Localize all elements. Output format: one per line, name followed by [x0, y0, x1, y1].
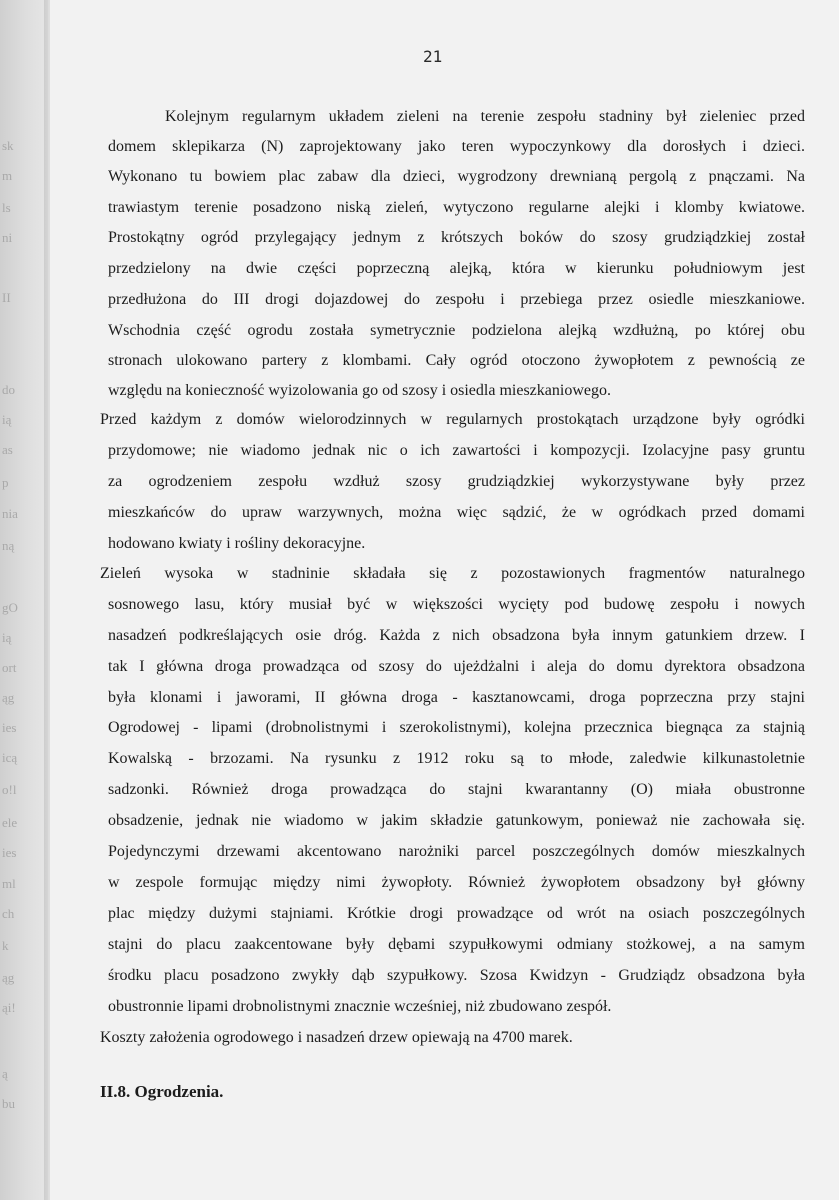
bleed-text: sk: [2, 138, 14, 153]
text-line: nasadzeń podkreślających osie dróg. Każda z nich obsadzona była innym gatunkiem drzew. I: [108, 627, 805, 644]
bleed-text: ni: [2, 230, 13, 245]
text-line: trawiastym terenie posadzono niską zieleń, wytyczono regularne alejki i klomby kwiatowe.: [108, 199, 805, 216]
text-line: Zieleń wysoka w stadninie składała się z pozostawionych fragmentów naturalnego: [100, 565, 805, 582]
bleed-text: k: [2, 938, 9, 953]
bleed-text: ies: [2, 720, 17, 735]
bleed-text: icą: [2, 750, 18, 765]
text-line: Prostokątny ogród przylegający jednym z krótszych boków do szosy grudziądzkiej został: [108, 229, 805, 246]
bleed-text: bu: [2, 1096, 15, 1111]
text-line: przydomowe; nie wiadomo jednak nic o ich zawartości i kompozycji. Izolacyjne pasy gruntu: [108, 442, 805, 459]
text-line: stronach ulokowano partery z klombami. Cały ogród otoczono żywopłotem z pewnością ze: [108, 352, 805, 369]
text-line: Kolejnym regularnym układem zieleni na terenie zespołu stadniny był zieleniec przed: [165, 108, 805, 125]
bleed-text: nia: [2, 506, 18, 521]
bleed-text: gO: [2, 600, 18, 615]
bleed-text: ą: [2, 1066, 8, 1081]
bleed-text: ną: [2, 538, 15, 553]
bleed-text: ies: [2, 845, 17, 860]
bleed-text: ele: [2, 815, 18, 830]
text-line: obsadzenie, jednak nie wiadomo w jakim składzie gatunkowym, ponieważ nie zachowała się.: [108, 812, 805, 829]
bleed-text: m: [2, 168, 13, 183]
text-line: tak I główna droga prowadząca od szosy do ujeżdżalni i aleja do domu dyrektora obsadzona: [108, 658, 805, 675]
text-line: obustronnie lipami drobnolistnymi znacznie wcześniej, niż zbudowano zespół.: [108, 998, 612, 1015]
text-line: Wschodnia część ogrodu została symetrycznie podzielona alejką wzdłużną, po której obu: [108, 322, 805, 339]
text-line: domem sklepikarza (N) zaprojektowany jako teren wypoczynkowy dla dorosłych i dzieci.: [108, 138, 805, 155]
text-line: przedłużona do III drogi dojazdowej do zespołu i przebiega przez osiedle mieszkaniowe.: [108, 291, 805, 308]
document-page: [50, 0, 839, 1200]
text-line: była klonami i jaworami, II główna droga - kasztanowcami, droga poprzeczna przy stajni: [108, 689, 805, 706]
text-line: Wykonano tu bowiem plac zabaw dla dzieci, wygrodzony drewnianą pergolą z pnączami. Na: [108, 168, 805, 185]
text-line: plac między dużymi stajniami. Krótkie drogi prowadzące od wrót na osiach poszczególnych: [108, 905, 805, 922]
text-line: za ogrodzeniem zespołu wzdłuż szosy grudziądzkiej wykorzystywane były przez: [108, 473, 805, 490]
text-line: Przed każdym z domów wielorodzinnych w regularnych prostokątach urządzone były ogródki: [100, 411, 805, 428]
bleed-text: ort: [2, 660, 17, 675]
bleed-text: p: [2, 475, 9, 490]
text-line: Ogrodowej - lipami (drobnolistnymi i szerokolistnymi), kolejna przecznica biegnąca za stajnią: [108, 719, 805, 736]
section-heading: II.8. Ogrodzenia.: [100, 1082, 224, 1101]
text-line: Kowalską - brzozami. Na rysunku z 1912 roku są to młode, zaledwie kilkunastoletnie: [108, 750, 805, 767]
bleed-text: ąg: [2, 690, 15, 705]
bleed-text: ąg: [2, 970, 15, 985]
bleed-text: ąi!: [2, 1000, 16, 1015]
text-line: środku placu posadzono zwykły dąb szypułkowy. Szosa Kwidzyn - Grudziądz obsadzona była: [108, 967, 805, 984]
text-line: mieszkańców do upraw warzywnych, można więc sądzić, że w ogródkach przed domami: [108, 504, 805, 521]
text-line: Koszty założenia ogrodowego i nasadzeń drzew opiewają na 4700 marek.: [100, 1029, 573, 1046]
text-line: przedzielony na dwie części poprzeczną alejką, która w kierunku południowym jest: [108, 260, 805, 277]
bleed-text: II: [2, 290, 11, 305]
text-line: względu na konieczność wyizolowania go od szosy i osiedla mieszkaniowego.: [108, 382, 611, 399]
bleed-text: ls: [2, 200, 11, 215]
text-line: stajni do placu zaakcentowane były dębami szypułkowymi odmiany stożkowej, a na samym: [108, 936, 805, 953]
bleed-text: as: [2, 442, 13, 457]
bleed-text: o!l: [2, 782, 17, 797]
text-line: w zespole formując między nimi żywopłoty. Również żywopłotem obsadzony był główny: [108, 874, 805, 891]
bleed-text: ch: [2, 906, 15, 921]
bleed-text: do: [2, 382, 15, 397]
bleed-text: ią: [2, 412, 12, 427]
page-number: 21: [423, 47, 443, 66]
text-line: sadzonki. Również droga prowadząca do stajni kwarantanny (O) miała obustronne: [108, 781, 805, 798]
text-line: hodowano kwiaty i rośliny dekoracyjne.: [108, 535, 366, 552]
bleed-text: ią: [2, 630, 12, 645]
text-line: Pojedynczymi drzewami akcentowano narożniki parcel poszczególnych domów mieszkalnych: [108, 843, 805, 860]
text-line: sosnowego lasu, który musiał być w większości wycięty pod budowę zespołu i nowych: [108, 596, 805, 613]
bleed-text: ml: [2, 876, 16, 891]
